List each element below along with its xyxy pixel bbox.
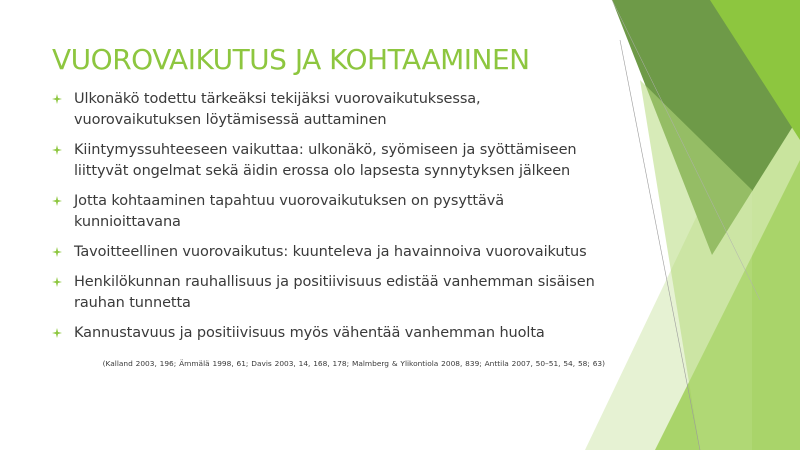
list-item <box>52 139 612 181</box>
bullet-text: Henkilökunnan rauhallisuus ja positiivisuus edistää vanhemman sisäisen rauhan tunnetta <box>74 274 595 311</box>
bullet-list <box>52 88 612 352</box>
bullet-text: Tavoitteellinen vuorovaikutus: kuunteleva ja havainnoiva vuorovaikutus <box>74 244 587 260</box>
citation-text: (Kalland 2003, 196; Ämmälä 1998, 61; Davis 2003, 14, 168, 178; Malmberg & Ylikontiola 2008, 839; Anttila 2007, 50–51, 54, 58; 63) <box>102 359 605 368</box>
bullet-text: Ulkonäkö todettu tärkeäksi tekijäksi vuorovaikutuksessa, vuorovaikutuksen löytämisessä auttaminen <box>74 91 481 128</box>
diamond-bullet-icon <box>52 277 62 287</box>
diamond-bullet-icon <box>52 94 62 104</box>
bullet-text: Kiintymyssuhteeseen vaikuttaa: ulkonäkö, syömiseen ja syöttämiseen liittyvät ongelmat sekä äidin erossa olo lapsesta synnytyksen jälkeen <box>74 142 577 179</box>
diamond-bullet-icon <box>52 145 62 155</box>
diamond-bullet-icon <box>52 247 62 257</box>
list-item <box>52 190 612 232</box>
slide-title: VUOROVAIKUTUS JA KOHTAAMINEN <box>52 43 530 76</box>
bullet-text: Kannustavuus ja positiivisuus myös vähentää vanhemman huolta <box>74 325 545 341</box>
diamond-bullet-icon <box>52 328 62 338</box>
bullet-text: Jotta kohtaaminen tapahtuu vuorovaikutuksen on pysyttävä kunnioittavana <box>74 193 505 230</box>
list-item <box>52 271 612 313</box>
diamond-bullet-icon <box>52 196 62 206</box>
list-item <box>52 88 612 130</box>
list-item <box>52 322 612 343</box>
list-item <box>52 241 612 262</box>
